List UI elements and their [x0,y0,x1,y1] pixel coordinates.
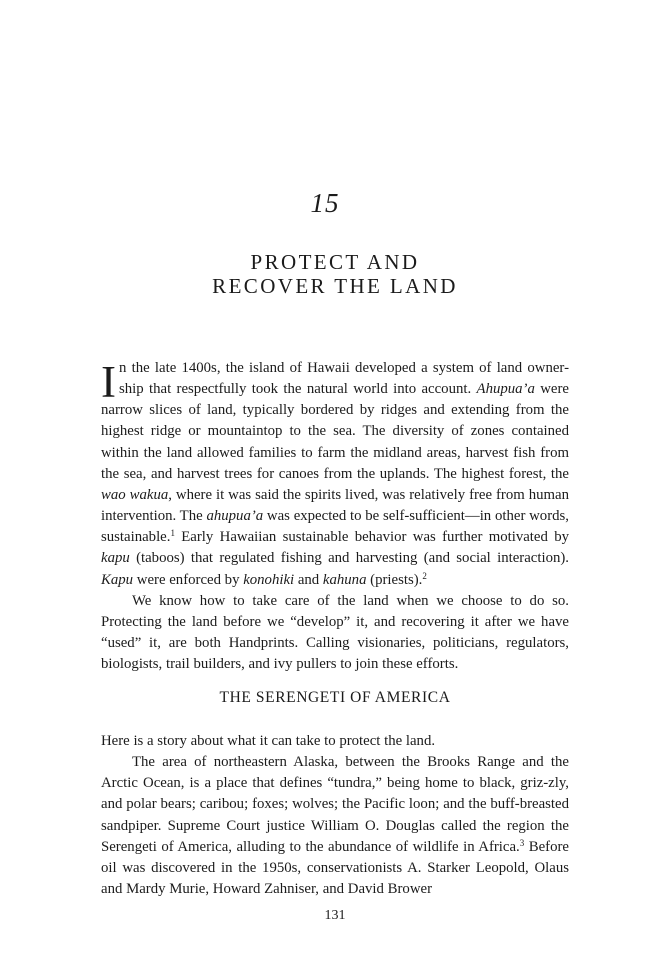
page-number: 131 [324,908,346,923]
story-paragraph-1: Here is a story about what it can take to protect the land. [101,733,436,749]
text-run: n the late 1400s, the island of Hawaii developed a system of land owner-ship that respectfully took the natural world into account. [119,360,569,398]
hawaiian-term: Kapu [101,571,134,588]
chapter-title-line-2: RECOVER THE LAND [212,274,458,298]
text-run: and [294,571,323,588]
text-run: were enforced by [133,571,244,588]
intro-paragraph-1 [101,358,569,591]
hawaiian-term: kapu [101,550,130,567]
story-text [101,731,569,900]
text-run: , where it was said the spirits lived, was relatively free from human intervention. The [101,486,569,525]
section-heading: THE SERENGETI OF AMERICA [219,689,451,706]
hawaiian-term: wao wakua [101,486,169,503]
text-run: The area of northeastern Alaska, between the Brooks Range and the Arctic Ocean, is a place that defines “tundra,” being home to black, griz-zly, and polar bears; caribou; foxes; wolves; the Pacific loon; and the buff-breasted sandpiper. Supreme Court justice William O. Douglas called the region the Serengeti of America, alluding to the abundance of wildlife in Africa. [101,754,569,855]
footnote-ref: 3 [519,837,525,848]
hawaiian-term: konohiki [243,571,295,588]
chapter-number: 15 [310,188,340,218]
chapter-title [0,250,650,298]
footnote-ref: 1 [170,528,175,539]
text-run: (taboos) that regulated fishing and harvesting (and social interaction). [129,550,569,567]
hawaiian-term: ahupua’a [206,508,264,525]
hawaiian-term: kahuna [322,571,367,588]
text-run: Early Hawaiian sustainable behavior was further motivated by [174,529,569,546]
story-paragraph-2 [101,752,569,900]
intro-paragraph-2: We know how to take care of the land when we choose to do so. Protecting the land before we “develop” it, and recovering it after we have “used” it, are both Handprints. Calling visionaries, politicians, regulators, biologists, trail builders, and ivy pullers to join these efforts. [101,592,569,673]
text-run: (priests). [366,571,423,588]
text-run: Before oil was discovered in the 1950s, conservationists A. Starker Leopold, Olaus and Mardy Murie, Howard Zahniser, and David Brower [101,838,569,898]
drop-cap: I [101,357,116,407]
hawaiian-term: Ahupua’a [476,381,535,398]
text-run: were narrow slices of land, typically bordered by ridges and extending from the highest ridge or mountaintop to the sea. The diversity of zones contained within the land allowed families to farm the midland areas, harvest fish from the sea, and harvest trees for canoes from the uplands. The highest forest, the [101,381,569,482]
footnote-ref: 2 [422,570,427,581]
chapter-title-line-1: PROTECT AND [250,250,420,274]
intro-text [101,358,569,675]
text-run: was expected to be self-sufficient—in other words, sustainable. [101,508,569,546]
